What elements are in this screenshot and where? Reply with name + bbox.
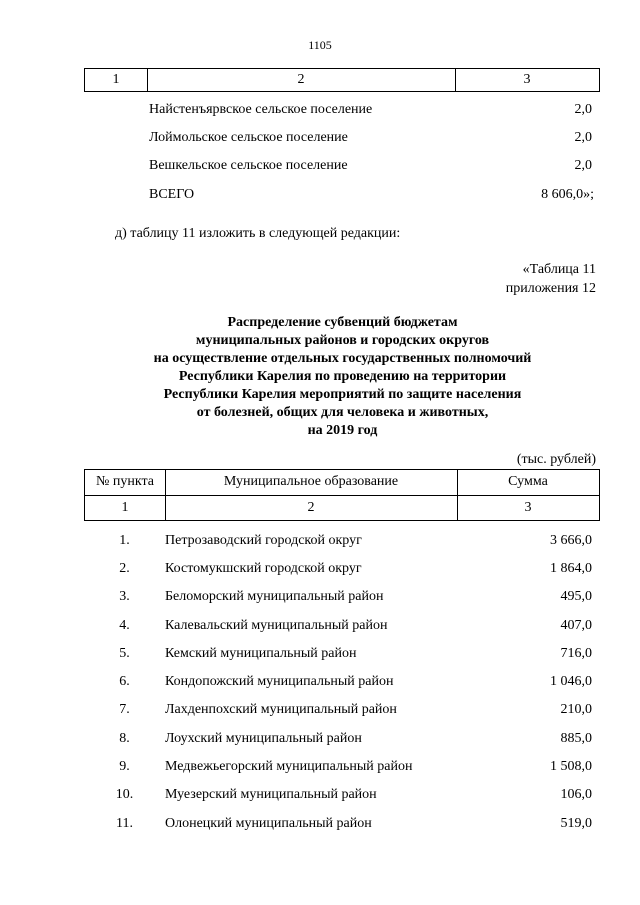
table-header [84, 469, 600, 521]
header-no: № пункта [96, 474, 154, 489]
row-number: 11. [116, 816, 133, 831]
row-number: 10. [115, 787, 134, 802]
municipality-name: Медвежьегорский муниципальный район [165, 759, 413, 774]
municipality-name: Кемский муниципальный район [165, 646, 357, 661]
row-sum: 407,0 [560, 618, 592, 633]
row-number: 4. [119, 618, 130, 633]
total-label: ВСЕГО [149, 187, 195, 202]
municipality-name: Костомукшский городской округ [165, 561, 362, 576]
table-row [84, 672, 600, 692]
table-row [84, 814, 600, 834]
row-sum: 519,0 [560, 816, 592, 831]
header-municipality: Муниципальное образование [223, 474, 399, 489]
table-title [60, 314, 625, 440]
row-sum: 1 508,0 [550, 759, 592, 774]
prev-col-number: 2 [297, 72, 305, 87]
row-sum: 495,0 [560, 589, 592, 604]
municipality-name: Лахденпохский муниципальный район [165, 702, 397, 717]
municipality-name: Кондопожский муниципальный район [165, 674, 394, 689]
title-line: от болезней, общих для человека и животных, [196, 405, 489, 420]
table-row [84, 757, 600, 777]
settlement-value: 2,0 [574, 130, 592, 145]
row-sum: 3 666,0 [550, 533, 592, 548]
row-sum: 210,0 [560, 702, 592, 717]
row-number: 6. [119, 674, 130, 689]
row-sum: 1 046,0 [550, 674, 592, 689]
table-row [84, 644, 600, 664]
settlement-name: Вешкельское сельское поселение [149, 158, 348, 173]
col-number: 3 [524, 500, 532, 515]
row-sum: 1 864,0 [550, 561, 592, 576]
table-caption-line1: «Таблица 11 [522, 262, 596, 277]
row-number: 3. [119, 589, 130, 604]
table-caption-line2: приложения 12 [505, 281, 596, 296]
row-sum: 885,0 [560, 731, 592, 746]
table-row [84, 559, 600, 579]
prev-table-row [84, 156, 600, 176]
row-number: 8. [119, 731, 130, 746]
page-number: 1105 [308, 38, 332, 52]
table-row [84, 616, 600, 636]
prev-col-number: 1 [112, 72, 120, 87]
title-line: Распределение субвенций бюджетам [227, 315, 458, 330]
municipality-name: Лоухский муниципальный район [165, 731, 362, 746]
header-sum: Сумма [508, 474, 548, 489]
municipality-name: Калевальский муниципальный район [165, 618, 388, 633]
settlement-name: Лоймольское сельское поселение [149, 130, 348, 145]
table-row [84, 785, 600, 805]
prev-col-number: 3 [523, 72, 531, 87]
prev-table-row [84, 100, 600, 120]
row-sum: 716,0 [560, 646, 592, 661]
table-row [84, 729, 600, 749]
title-line: на 2019 год [307, 423, 378, 438]
table-row [84, 587, 600, 607]
row-number: 9. [119, 759, 130, 774]
title-line: муниципальных районов и городских округов [195, 333, 490, 348]
instruction-text: д) таблицу 11 изложить в следующей редакции: [115, 226, 401, 241]
prev-table-total-row [84, 185, 600, 205]
title-line: Республики Карелия по проведению на территории [178, 369, 507, 384]
settlement-name: Найстенъярвское сельское поселение [149, 102, 373, 117]
table-row [84, 531, 600, 551]
prev-table-header [84, 68, 600, 92]
row-number: 7. [119, 702, 130, 717]
settlement-value: 2,0 [574, 102, 592, 117]
prev-table-row [84, 128, 600, 148]
title-line: Республики Карелия мероприятий по защите населения [163, 387, 522, 402]
row-sum: 106,0 [560, 787, 592, 802]
table-row [84, 700, 600, 720]
unit-label: (тыс. рублей) [516, 452, 596, 467]
municipality-name: Петрозаводский городской округ [165, 533, 362, 548]
settlement-value: 2,0 [574, 158, 592, 173]
title-line: на осуществление отдельных государственных полномочий [153, 351, 532, 366]
total-value: 8 606,0»; [541, 187, 594, 202]
col-number: 2 [307, 500, 315, 515]
municipality-name: Муезерский муниципальный район [165, 787, 377, 802]
row-number: 1. [119, 533, 130, 548]
row-number: 5. [119, 646, 130, 661]
municipality-name: Олонецкий муниципальный район [165, 816, 372, 831]
row-number: 2. [119, 561, 130, 576]
municipality-name: Беломорский муниципальный район [165, 589, 384, 604]
col-number: 1 [121, 500, 129, 515]
